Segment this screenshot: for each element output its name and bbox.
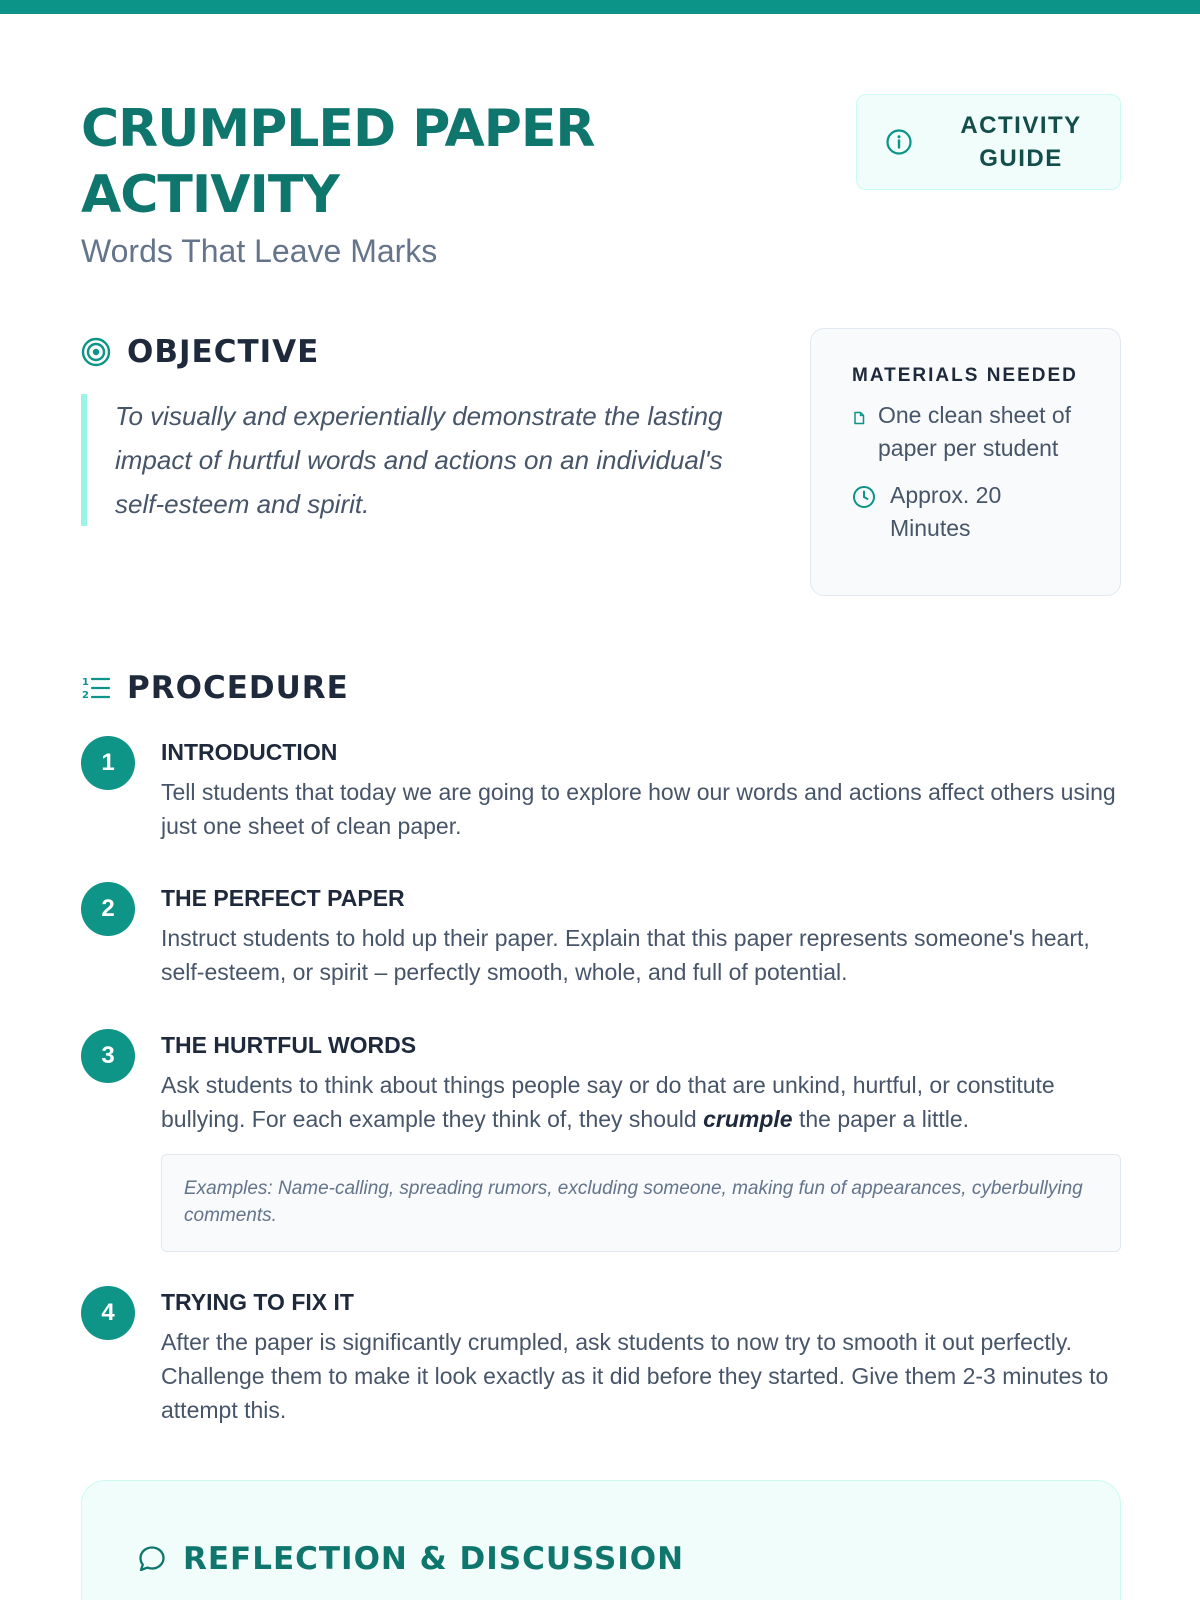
objective-text: To visually and experientially demonstrate the lasting impact of hurtful words and actions on an individual's self-esteem and spirit. xyxy=(81,394,761,526)
svg-text:1: 1 xyxy=(82,677,89,688)
examples-box: Examples: Name-calling, spreading rumors, excluding someone, making fun of appearances, cyberbullying comments. xyxy=(161,1154,1121,1252)
materials-item-text: Approx. 20 Minutes xyxy=(890,482,1002,541)
top-accent-bar xyxy=(0,0,1200,14)
reflection-card xyxy=(81,1480,1121,1600)
step-title: INTRODUCTION xyxy=(161,739,338,765)
badge-label: ACTIVITY GUIDE xyxy=(960,112,1082,172)
step-text: After the paper is significantly crumpled, ask students to now try to smooth it out perfectly. Challenge them to make it look exactly as it did before they started. Give them 2-3 minutes to attempt this. xyxy=(161,1329,1109,1423)
step-text: Instruct students to hold up their paper. Explain that this paper represents someone's heart, self-esteem, or spirit – perfectly smooth, whole, and full of potential. xyxy=(161,925,1090,985)
page-subtitle: Words That Leave Marks xyxy=(81,233,438,269)
ordered-list-icon xyxy=(81,673,111,703)
step-title: THE HURTFUL WORDS xyxy=(161,1032,417,1058)
materials-heading: MATERIALS NEEDED xyxy=(852,365,1078,386)
step-text xyxy=(161,1068,1121,1136)
reflection-heading xyxy=(137,1541,684,1577)
step-text-after: the paper a little. xyxy=(798,1106,970,1132)
step-text-before: Ask students to think about things people say or do that are unkind, hurtful, or constitute bullying. For each example they think of, they should xyxy=(161,1072,1055,1132)
chat-bubble-icon xyxy=(137,1544,167,1574)
materials-item-text: One clean sheet of paper per student xyxy=(878,402,1072,461)
step-title: TRYING TO FIX IT xyxy=(161,1289,354,1315)
step-body xyxy=(161,882,1121,989)
reflection-heading-text: REFLECTION & DISCUSSION xyxy=(183,1541,685,1577)
step-body xyxy=(161,736,1121,843)
target-icon xyxy=(81,337,111,367)
svg-text:2: 2 xyxy=(82,690,89,701)
clock-icon xyxy=(852,485,876,509)
step-body xyxy=(161,1029,1121,1252)
step-title: THE PERFECT PAPER xyxy=(161,885,405,911)
procedure-heading-text: PROCEDURE xyxy=(127,670,349,706)
step-number-badge: 1 xyxy=(81,736,135,790)
file-icon xyxy=(852,411,866,425)
step-body xyxy=(161,1286,1121,1427)
objective-heading-text: OBJECTIVE xyxy=(127,334,320,370)
materials-card xyxy=(810,328,1121,596)
materials-item xyxy=(852,399,1090,465)
step-text-emphasis: crumple xyxy=(703,1106,793,1132)
procedure-heading xyxy=(81,670,349,706)
page-title: CRUMPLED PAPER ACTIVITY xyxy=(81,99,595,225)
step-number-badge: 3 xyxy=(81,1029,135,1083)
materials-item xyxy=(852,479,1090,545)
activity-guide-badge xyxy=(856,94,1121,190)
step-text: Tell students that today we are going to explore how our words and actions affect others using just one sheet of clean paper. xyxy=(161,779,1116,839)
info-icon xyxy=(885,128,913,156)
step-number-badge: 2 xyxy=(81,882,135,936)
objective-heading xyxy=(81,334,319,370)
step-number-badge: 4 xyxy=(81,1286,135,1340)
